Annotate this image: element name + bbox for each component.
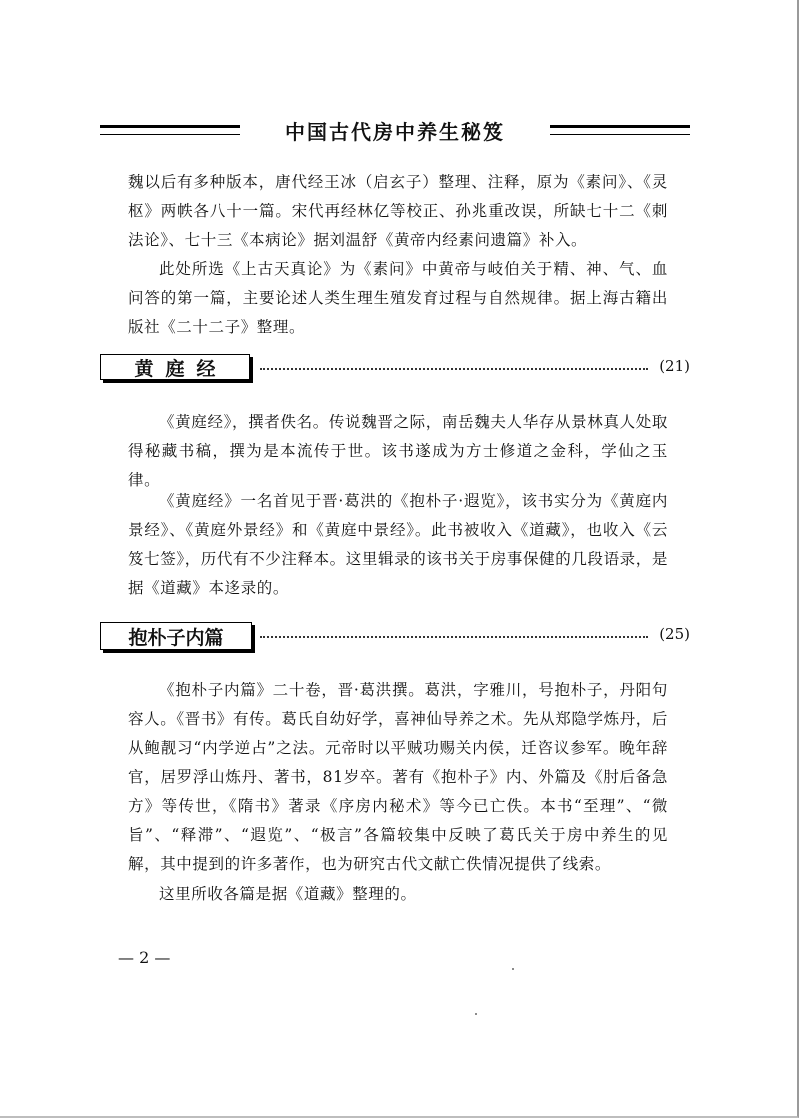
section-1-paragraph-2: 《黄庭经》一名首见于晋·葛洪的《抱朴子·遐览》，该书实分为《黄庭内景经》、《黄庭外景经》和《黄庭中景经》。此书被收入《道藏》，也收入《云笈七签》，历代有不少注释本。这里辑录的该书关于房事保健的几段语录，是据《道藏》本迻录的。 [128,492,668,597]
header-title: 中国古代房中养生秘笈 [285,120,505,144]
page-number-footer: — 2 — [118,948,171,967]
leader-dots [260,368,648,370]
header-rule-right [550,125,690,135]
section-page-number: (21) [659,357,690,375]
section-page-number: (25) [659,625,690,643]
section-title: 黄庭经 [100,354,250,380]
scan-speck [475,1013,477,1015]
section-2-paragraph-2: 这里所收各篇是据《道藏》整理的。 [159,885,417,903]
section-2-paragraph-1: 《抱朴子内篇》二十卷，晋·葛洪撰。葛洪，字雅川，号抱朴子，丹阳句容人。《晋书》有传。葛氏自幼好学，喜神仙导养之术。先从郑隐学炼丹，后从鲍靓习“内学逆占”之法。元帝时以平贼功赐关内侯，迁咨议参军。晚年辞官，居罗浮山炼丹、著书，81岁卒。著有《抱朴子》内、外篇及《肘后备急方》等传世，《隋书》著录《序房内秘术》等今已亡佚。本书“至理”、“微旨”、“释滞”、“遐览”、“极言”各篇较集中反映了葛氏关于房中养生的见解，其中提到的许多著作，也为研究古代文献亡佚情况提供了线索。 [128,681,668,873]
section-heading-baopuzi [100,622,690,650]
leader-dots [260,636,648,638]
section-title: 抱朴子内篇 [100,622,252,650]
section-1-paragraph-1: 《黄庭经》，撰者佚名。传说魏晋之际，南岳魏夫人华存从景林真人处取得秘藏书稿，撰为是本流传于世。该书遂成为方士修道之金科，学仙之玉律。 [128,413,668,489]
section-heading-huangtingjing [100,354,690,382]
scan-speck [512,968,514,970]
intro-paragraph-1: 魏以后有多种版本，唐代经王冰（启玄子）整理、注释，原为《素问》、《灵枢》两帙各八十一篇。宋代再经林亿等校正、孙兆重改误，所缺七十二《刺法论》、七十三《本病论》据刘温舒《黄帝内经素问遗篇》补入。 [128,173,668,249]
intro-paragraph-2: 此处所选《上古天真论》为《素问》中黄帝与岐伯关于精、神、气、血问答的第一篇，主要论述人类生理生殖发育过程与自然规律。据上海古籍出版社《二十二子》整理。 [128,260,668,336]
running-header [100,116,690,144]
header-rule-left [100,125,240,135]
